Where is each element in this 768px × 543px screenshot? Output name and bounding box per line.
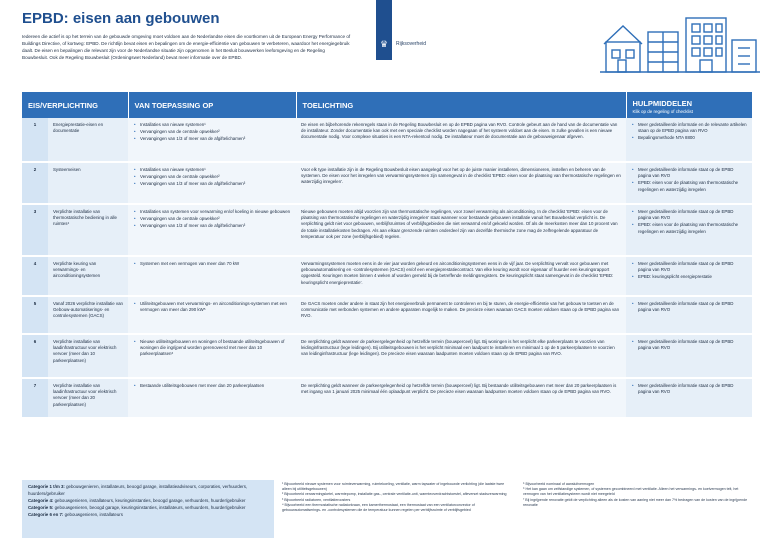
footnotes [282,482,752,513]
intro-text: Iedereen die actief is op het terrein van de gebouwde omgeving moet voldoen aan de Nederlandse eisen die voortkomen uit de European Energy Performance of Buildings Directive, of kortweg: EPBD. De richtlijn bevat eisen en bepalingen om de energie-efficiëntie van gebouwen te verbeteren, waardoor het energiegebruik daalt. De eisen en bepalingen die relevant zijn voor de Nederlandse situatie zijn opgenomen in het Besluit bouwwerken leefomgeving en de Regeling Bouwbesluit. Ook de Regeling Bouwbesluit (Ordeningswet Nederland) bevat meer informatie over de EPBD. [22,34,351,60]
hulpmiddel-link[interactable]: • EPBD: eisen voor de plaatsing van thermostatische regelingen en waterzijdig inregelen [631,180,747,192]
cell-toepassing [128,334,296,378]
header-hulpmiddelen [626,92,752,118]
cell-hulpmiddelen [626,256,752,296]
categories-box [22,480,274,538]
cell-hulpmiddelen [626,378,752,418]
cell-toepassing [128,162,296,204]
toepassing-item: • Installaties van systemen voor verwarming en/of koeling in nieuwe gebouwen [133,209,291,215]
cell-toelichting: Voor elk type installatie zijn in de Regeling Bouwbesluit eisen aangelegd voor het op de juiste manier installeren, dimensioneren, instellen en beheren van de systemen. De eisen voor het inregelen van verwarmingssystemen zijn samengevat in de checklist 'EPBD: eisen voor de plaatsing van thermostatische regelingen en waterzijdig inregelen'. [296,162,626,204]
cell-eis: Vanaf 2026 verplichte installatie van Gebouw-automatiserings- en controlesystemen (GACS) [48,296,128,334]
row-number: 1 [22,118,48,162]
cell-toepassing [128,118,296,162]
hulpmiddel-link[interactable]: • Meer gedetailleerde informatie staat op de EPBD pagina van RVO [631,261,747,273]
rijksoverheid-logo-bar [376,0,392,60]
cell-toelichting: Nieuwe gebouwen moeten altijd voorzien zijn van thermostatische regelingen, voor zowel verwarming als airconditioning. In de checklist 'EPBD: eisen voor de plaatsing van thermostatische regelingen en waterzijdig inregelen' staat wanneer voor bestaande gebouwen installatie vanuit het Bouwbesluit verplicht is. De verplichting geldt niet voor gebouwen, verblijfsruimtes of verblijfsgebieden die niet verwarmd en/of gekoeld worden. Of als de meerkosten meer dan 10 procent van de totale installatiekosten bedragen. Als aan elkaar grenzende ruimten onderdeel zijn van dezelfde thermische zone mag de zelfregelende apparatuur de temperatuur ook per zone (verblijfsgebied) regelen. [296,204,626,256]
table-header-row [22,92,752,118]
hulpmiddel-link[interactable]: • Meer gedetailleerde informatie staat op de EPBD pagina van RVO [631,339,747,351]
hulpmiddel-link[interactable]: • EPBD: keuringsplicht energieprestatie [631,274,747,280]
header-toepassing: VAN TOEPASSING OP [128,92,296,118]
buildings-illustration-icon [600,12,760,76]
table-row [22,296,752,334]
toepassing-item: • Vervangingen van 1/3 of meer van de afgiftelichamen³ [133,181,291,187]
category-line: Categorie 5: gebouwgenieren, beoogd garage, keuringsinstanties, installateurs, verhuurders, huurder/gebruiker [28,505,246,510]
category-line: Categorie 4: gebouwgenieren, installateurs, keuringsinstanties, beoogd garage, verhuurders, huurder/gebruiker [28,498,246,503]
cell-toepassing [128,378,296,418]
cell-hulpmiddelen [626,118,752,162]
row-number: 7 [22,378,48,418]
cell-eis: Verplichte installatie van thermostatische bediening in alle ruimtes⁴ [48,204,128,256]
toepassing-item: • Vervangingen van de centrale opwekker² [133,129,291,135]
category-line: Categorie 1 t/m 3: gebouwgenieren, installateurs, beoogd garage, installatieadviseurs, corporaties, verhuurders, huurders/gebruiker [28,484,248,496]
cell-toepassing [128,256,296,296]
header-eis: EIS/VERPLICHTING [22,92,128,118]
toepassing-item: • Utiliteitsgebouwen met verwarmings- en airconditionings-systemen met een vermogen van meer dan 290 kW⁵ [133,301,291,313]
hulpmiddel-link[interactable]: • Meer gedetailleerde informatie staat op de EPBD pagina van RVO [631,167,747,179]
cell-toelichting: De GACS moeten onder andere in staat zijn het energieverbruik permanent te controleren en bij te sturen, de energie-efficiëntie van het gebouw te toetsen en de communicatie met verbonden systemen en andere apparaten mogelijk te maken. De precieze eisen waaraan GACS moeten voldoen staan op de EPBD pagina van RVO. [296,296,626,334]
table-row [22,118,752,162]
epbd-requirements-table [22,92,752,419]
footnote: ⁴ Bijvoorbeeld een thermostatische radiatorkraan, een kamerthermostaat, een thermostaat van een ventilatorconvector of gebouwautomatiserings- en -controlesystemen die de temperatuur kunnen regelen per verblijfsruimte of verblijfsgebied [282,502,475,513]
cell-toepassing [128,204,296,256]
table-row [22,204,752,256]
row-number: 6 [22,334,48,378]
toepassing-item: • Vervangingen van 1/3 of meer van de afgiftelichamen³ [133,136,291,142]
table-row [22,378,752,418]
toepassing-item: • Vervangingen van de centrale opwekker² [133,216,291,222]
page-title: EPBD: eisen aan gebouwen [22,10,220,27]
cell-eis: Verplichte installatie van laadinfrastructuur voor elektrisch vervoer (meer dan 20 parkeerplaatsen) [48,378,128,418]
cell-eis: Systeemeisen [48,162,128,204]
row-number: 5 [22,296,48,334]
table-row [22,162,752,204]
toepassing-item: • Vervangingen van 1/3 of meer van de afgiftelichamen³ [133,223,291,229]
hulpmiddel-link[interactable]: • EPBD: eisen voor de plaatsing van thermostatische regelingen en waterzijdig inregelen [631,222,747,234]
cell-hulpmiddelen [626,162,752,204]
footnote: ² Bijvoorbeeld verwarmingsketel, warmtepomp, installatie gas-, centrale ventilatie-unit, warmteoverdrachtstoestel, afleverset stadsverwarming [282,492,507,497]
logo-text: Rijksoverheid [396,41,427,47]
toepassing-item: • Bestaande utiliteitsgebouwen met meer dan 20 parkeerplaatsen [133,383,291,389]
crest-icon: ♛ [379,39,389,49]
cell-toelichting: De verplichting geldt wanneer de parkeergelegenheid op hetzelfde terrein (bouwperceel) ligt. Bij bestaande utiliteitsgebouwen met meer dan 20 parkeerplaatsen is met ingang van 1 januari 2025 minimaal één oplaadpunt verplicht. De precieze eisen waaraan laadpunten moeten voldoen staan op de EPBD pagina van RVO. [296,378,626,418]
footnote: ⁷ Bij ingrijpende renovatie geldt de verplichting alleen als de kosten van aanleg niet meer dan 7% bedragen van de kosten van de ingrijpende renovatie [523,497,748,507]
toepassing-item: • Nieuwe utiliteitsgebouwen en woningen of bestaande utiliteitsgebouwen of woningen die ingrijpend worden gerenoveerd met meer dan 10 parkeerplaatsen⁶ [133,339,291,358]
footnote: ⁶ Het kan gaan om zelfstandige systemen, of systemen gecombineerd met ventilatie. Alleen het verwarmings- en koelvermogen telt, het vermogen van het ventilatiesysteem wordt niet meegeteld [523,487,739,497]
toepassing-item: • Installaties van nieuwe systemen¹ [133,122,291,128]
cell-toepassing [128,296,296,334]
table-row [22,334,752,378]
toepassing-item: • Systemen met een vermogen van meer dan 70 kW [133,261,291,267]
cell-eis: Verplichte installatie van laadinfrastructuur voor elektrisch vervoer (meer dan 10 parkeerplaatsen) [48,334,128,378]
header-hulpmiddelen-title: HULPMIDDELEN [632,98,693,108]
footnote: ³ Bijvoorbeeld radiatoren, ventilatieroosters [282,497,351,502]
footnote: ⁵ Bijvoorbeeld nominaal of aansluitvermogen [523,482,595,486]
cell-hulpmiddelen [626,334,752,378]
cell-toelichting: Verwarmingssystemen moeten eens in de vier jaar worden gekeurd en airconditioningsystemen eens in de vijf jaar. De verplichting vervalt voor gebouwen met gebouwautomatisering en -controlesystemen (GACS) en/of een energieprestatiecontract. Van elke keuring wordt voor eigenaar of huurder een keuringsrapport opgesteld. Keuringen moeten binnen 4 weken af worden gemeld bij de betreffende meldingsregisters. De keuringsplicht staat samengevat in de checklist 'EPBD: keuringsplicht energieprestatie'. [296,256,626,296]
footnote: ¹ Bijvoorbeeld nieuwe systemen voor ruimteverwarming, ruimtekoeling, ventilatie, warm tapwater of ingebouwde verlichting (die laatste twee alleen bij utiliteitsgebouwen) [282,482,505,492]
toepassing-item: • Installaties van nieuwe systemen¹ [133,167,291,173]
hulpmiddel-link[interactable]: • Meer gedetailleerde informatie staat op de EPBD pagina van RVO [631,209,747,221]
row-number: 3 [22,204,48,256]
hulpmiddel-link[interactable]: • Meer gedetailleerde informatie staat op de EPBD pagina van RVO [631,301,747,313]
cell-hulpmiddelen [626,204,752,256]
header-toelichting: TOELICHTING [296,92,626,118]
toepassing-item: • Vervangingen van de centrale opwekker² [133,174,291,180]
table-row [22,256,752,296]
cell-eis: Verplichte keuring van verwarmings- en airconditioningsystemen [48,256,128,296]
cell-toelichting: De eisen en bijbehorende rekenregels staan in de Regeling Bouwbesluit en op de EPBD pagina van RVO. Controle gebeurt aan de hand van de documentatie van de installateur. Zonder documentatie kan ook met een speciale checklist worden nagegaan of het systeem voldoet aan de eisen. In zulke gevallen is een nieuwe documentatie nodig. Voor complexe situaties is een NTA-rekentool nodig. De installateur moet de documentatie aan de gebouweigenaar afgeven. [296,118,626,162]
hulpmiddel-link[interactable]: • Bepalingsmethode NTA 8800 [631,135,747,141]
cell-hulpmiddelen [626,296,752,334]
hulpmiddel-link[interactable]: • Meer gedetailleerde informatie en de relevante artikelen staan op de EPBD pagina van RVO [631,122,747,134]
cell-toelichting: De verplichting geldt wanneer de parkeergelegenheid op hetzelfde terrein (bouwperceel) ligt. Bij woningen is het verplicht elke parkeerplaats te voorzien van leidinginfrastructuur (lege leidingen). Bij utiliteitsgebouwen is het verplicht minimaal een laadpunt te installeren en minimaal 1 op de 5 parkeerplaatsen te voorzien van leidinginfrastructuur (lege leidingen). De precieze eisen waaraan laadpunten moeten voldoen staan op de EPBD pagina van RVO. [296,334,626,378]
header-hulpmiddelen-sub: Klik op de regeling of checklist [632,108,694,114]
row-number: 4 [22,256,48,296]
cell-eis: Energieprestatie-eisen en documentatie [48,118,128,162]
hulpmiddel-link[interactable]: • Meer gedetailleerde informatie staat op de EPBD pagina van RVO [631,383,747,395]
category-line: Categorie 6 en 7: gebouwgenieren, installateurs [28,512,123,517]
row-number: 2 [22,162,48,204]
